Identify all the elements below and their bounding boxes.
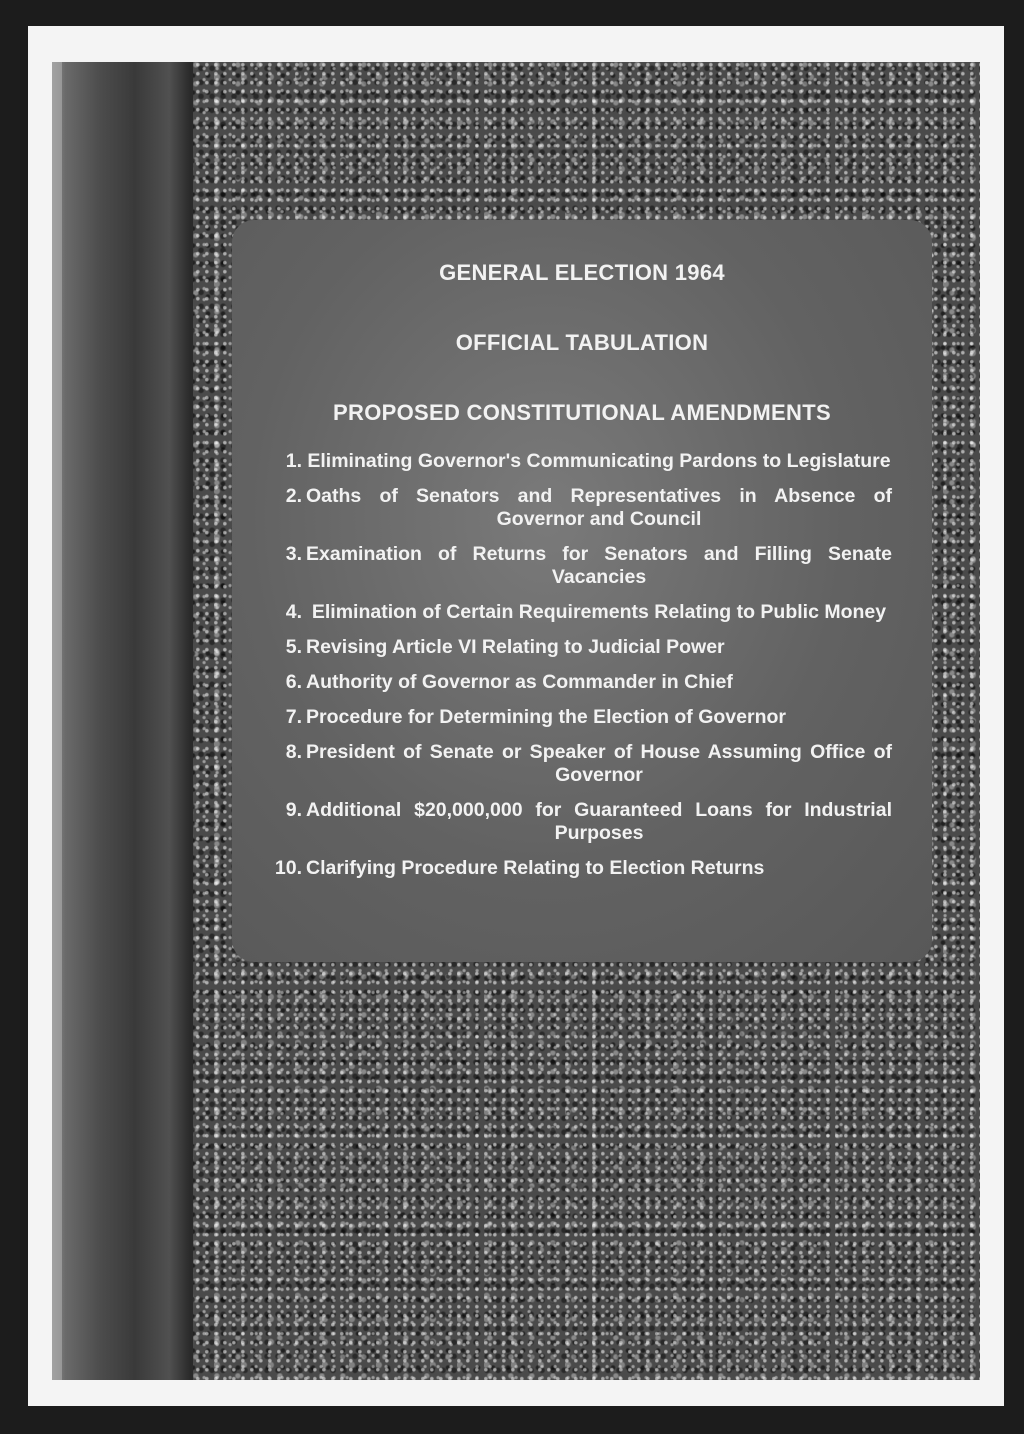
- amendment-item: [260, 671, 892, 694]
- amendment-item: [260, 601, 892, 624]
- amendment-list: [260, 450, 892, 892]
- amendment-number: 2.: [285, 485, 302, 507]
- amendment-text: Additional $20,000,000 for Guaranteed Loans for Industrial Purposes: [306, 799, 892, 844]
- amendment-item: [260, 636, 892, 659]
- amendment-text: President of Senate or Speaker of House Assuming Office of Governor: [306, 741, 892, 786]
- amendment-number: 7.: [285, 706, 302, 728]
- amendment-text: Procedure for Determining the Election of Governor: [306, 706, 786, 728]
- amendment-number: 10.: [274, 857, 302, 879]
- amendment-item: [260, 857, 892, 880]
- amendment-number: 6.: [285, 671, 302, 693]
- amendment-text: Clarifying Procedure Relating to Election Returns: [306, 857, 765, 879]
- amendment-item: [260, 485, 892, 531]
- spine-edge: [52, 62, 62, 1380]
- book-spine: [52, 62, 193, 1380]
- amendment-text: Elimination of Certain Requirements Relating to Public Money: [311, 601, 887, 623]
- cover-heading: GENERAL ELECTION 1964: [439, 260, 725, 285]
- amendment-text: Revising Article VI Relating to Judicial Power: [306, 636, 725, 658]
- cover-subheading: OFFICIAL TABULATION: [455, 330, 709, 355]
- amendment-text: Authority of Governor as Commander in Chief: [306, 671, 733, 693]
- amendment-text: Examination of Returns for Senators and Filling Senate Vacancies: [306, 543, 892, 588]
- amendment-number: 1.: [285, 450, 302, 472]
- cover-label: [232, 220, 932, 962]
- amendment-item: [260, 450, 892, 473]
- amendment-text: Eliminating Governor's Communicating Pardons to Legislature: [307, 450, 891, 472]
- amendment-item: [260, 799, 892, 845]
- amendment-number: 3.: [285, 543, 302, 565]
- amendment-number: 9.: [285, 799, 302, 821]
- amendment-item: [260, 706, 892, 729]
- amendment-text: Oaths of Senators and Representatives in Absence of Governor and Council: [306, 485, 892, 530]
- amendment-item: [260, 543, 892, 589]
- amendment-number: 4.: [285, 601, 302, 623]
- amendment-number: 8.: [285, 741, 302, 763]
- section-title: PROPOSED CONSTITUTIONAL AMENDMENTS: [333, 400, 831, 425]
- amendment-item: [260, 741, 892, 787]
- amendment-number: 5.: [285, 636, 302, 658]
